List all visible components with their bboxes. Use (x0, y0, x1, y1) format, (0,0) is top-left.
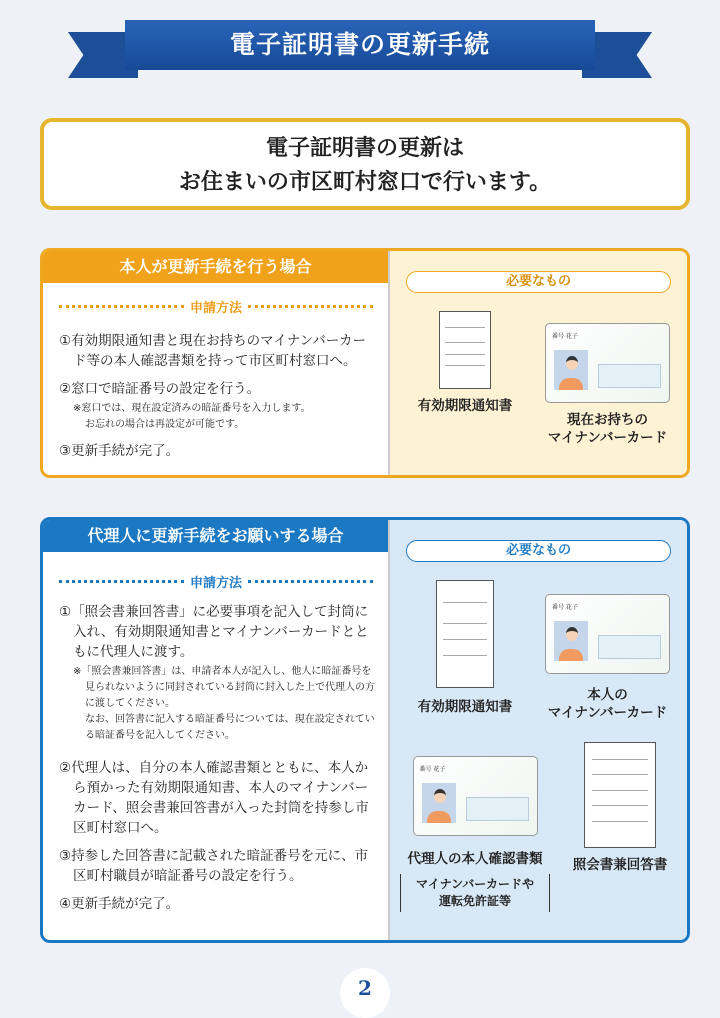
lead-box (40, 118, 690, 210)
id-card-illustration (413, 756, 538, 836)
item-label: 有効期限通知書 (417, 398, 513, 414)
step-note: ※窓口では、現在設定済みの暗証番号を入力します。 (73, 403, 311, 414)
lead-line-2: お住まいの市区町村窓口で行います。 (178, 170, 552, 195)
proxy-section (40, 517, 690, 943)
step (59, 602, 379, 744)
self-section-title: 本人が更新手続を行う場合 (43, 251, 388, 283)
item-label: 現在お持ちの (567, 412, 648, 428)
step (59, 758, 379, 838)
steps-list (59, 602, 379, 922)
item-proxy-id (400, 756, 550, 912)
method-label: 申請方法 (190, 301, 243, 316)
needed-heading: 必要なもの (406, 540, 671, 562)
item-label: マイナンバーカード (547, 430, 668, 446)
step-text: ③更新手続が完了。 (59, 443, 180, 459)
my-number-card-illustration (545, 594, 670, 674)
self-section (40, 248, 690, 478)
item-label: 代理人の本人確認書類 (407, 851, 543, 867)
item-inquiry-reply (560, 742, 680, 874)
item-label: 照会書兼回答書 (572, 857, 668, 873)
document-illustration (439, 311, 491, 389)
document-illustration (436, 580, 494, 688)
item-sub-note (400, 874, 550, 912)
step (59, 894, 379, 914)
step (59, 379, 379, 433)
item-label: マイナンバーカード (547, 705, 668, 721)
my-number-card-illustration (545, 323, 670, 403)
step-text: ②代理人は、自分の本人確認書類とともに、本人から預かった有効期限通知書、本人のマイナンバーカード、照会書兼回答書が入った封筒を持参し市区町村窓口へ。 (59, 760, 369, 836)
item-label: 本人の (587, 687, 628, 703)
needed-panel (388, 520, 687, 940)
needed-heading: 必要なもの (406, 271, 671, 293)
card-name: 番号 花子 (419, 766, 446, 773)
item-expiry-notice (410, 580, 520, 716)
step-note: なお、回答書に記入する暗証番号については、現在設定されている暗証番号を記入してください。 (85, 714, 375, 741)
step-text: ①有効期限通知書と現在お持ちのマイナンバーカード等の本人確認書類を持って市区町村窓口へ。 (59, 333, 366, 369)
document-illustration (584, 742, 656, 848)
page-title: 電子証明書の更新手続 (125, 20, 595, 70)
step-text: ③持参した回答書に記載された暗証番号を元に、市区町村職員が暗証番号の設定を行う。 (59, 848, 369, 884)
step (59, 846, 379, 886)
lead-line-1: 電子証明書の更新は (265, 136, 464, 161)
item-my-number-card (540, 323, 675, 447)
step (59, 331, 379, 371)
step-text: ①「照会書兼回答書」に必要事項を記入して封筒に入れ、有効期限通知書とマイナンバーカードとともに代理人に渡す。 (59, 604, 369, 660)
sub-note-line: マイナンバーカードや (415, 877, 535, 891)
card-name: 番号 花子 (552, 604, 578, 611)
method-label: 申請方法 (190, 576, 243, 591)
method-heading (59, 572, 373, 591)
proxy-section-title: 代理人に更新手続をお願いする場合 (43, 520, 388, 552)
page-number: 2 (340, 968, 390, 1018)
step-note: お忘れの場合は再設定が可能です。 (85, 419, 245, 430)
step (59, 441, 379, 461)
card-name: 番号 花子 (552, 333, 578, 340)
method-heading (59, 297, 373, 316)
item-expiry-notice (410, 311, 520, 415)
needed-panel (388, 251, 687, 475)
step-note: ※「照会書兼回答書」は、申請者本人が記入し、他人に暗証番号を見られないように同封されている封筒に封入した上で代理人の方に渡してください。 (73, 666, 375, 709)
item-label: 有効期限通知書 (417, 699, 513, 715)
step-text: ②窓口で暗証番号の設定を行う。 (59, 381, 261, 397)
item-principal-card (540, 594, 675, 722)
steps-list (59, 331, 379, 469)
step-text: ④更新手続が完了。 (59, 896, 180, 912)
sub-note-line: 運転免許証等 (438, 894, 511, 908)
